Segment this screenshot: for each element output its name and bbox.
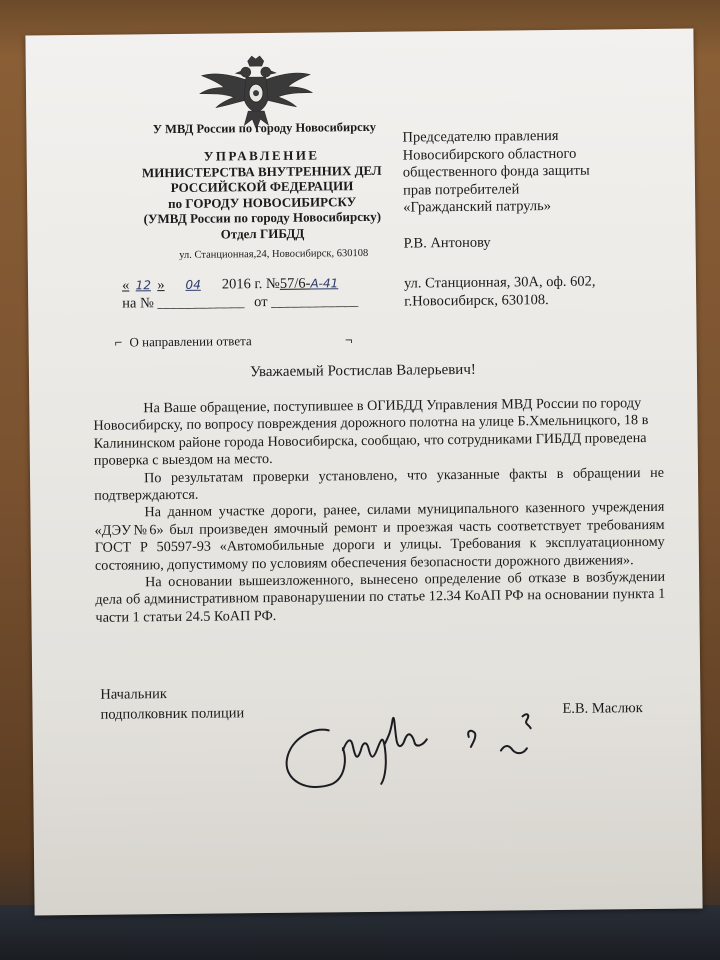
body-paragraph: На Ваше обращение, поступившее в ОГИБДД Управления МВД России по городу Новосибирску, по вопросу повреждения дорожного полотна на улице Б.Хмельницкого, 18 в Калининском районе города Новосибирска, сообщаю, что сотрудниками ГИБДД проведена проверка с выездом на место. <box>93 395 649 470</box>
document-number-handwritten: А-41 <box>310 276 339 291</box>
reply-date-blank: ____________ <box>271 293 359 310</box>
organization-name <box>107 146 418 243</box>
recipient-address-line: ул. Станционная, 30А, оф. 602, <box>403 273 596 292</box>
recipient-address-line: г.Новосибирск, 630108. <box>404 291 549 310</box>
recipient-line: «Гражданский патруль» <box>403 198 552 216</box>
recipient-line: Новосибирского областного <box>402 145 577 164</box>
document-date-number <box>122 275 338 294</box>
handwritten-signature <box>272 658 533 801</box>
body-paragraph: По результатам проверки установлено, что указанные факты в обращении не подтверждаются. <box>94 464 665 504</box>
date-day: 12 <box>135 278 151 293</box>
org-line: по ГОРОДУ НОВОСИБИРСКУ <box>168 193 357 211</box>
reply-number-label: на № <box>122 295 154 312</box>
signatory-position: Начальник <box>100 686 168 703</box>
org-line: (УМВД России по городу Новосибирску) <box>143 209 382 227</box>
date-year: 2016 г. <box>221 276 263 293</box>
org-line: УПРАВЛЕНИЕ <box>203 147 320 164</box>
subject-bracket-right: ¬ <box>344 332 353 348</box>
body-paragraph: На данном участке дороги, ранее, силами муниципального казенного учреждения «ДЭУ№6» был произведен ямочный ремонт и проезжая часть соответствует требованиям ГОСТ Р 50597-93 «Автомобильные дороги и улицы. Требования к эксплуатационному состоянию, допустимому по условиям обеспечения безопасности дорожного движения». <box>94 499 665 574</box>
recipient-name: Р.В. Антонову <box>403 234 491 252</box>
reply-number-blank: ____________ <box>157 294 245 312</box>
reply-reference <box>122 293 358 312</box>
recipient-line: общественного фонда защиты <box>402 162 590 181</box>
signatory-rank: подполковник полиции <box>100 705 245 723</box>
date-month: 04 <box>185 277 201 292</box>
subject-text: О направлении ответа <box>129 333 252 350</box>
subject-line <box>115 332 353 350</box>
quote-close: » <box>157 277 165 294</box>
sender-address: ул. Станционная,24, Новосибирск, 630108 <box>179 247 369 261</box>
signatory-name: Е.В. Маслюк <box>562 700 643 717</box>
letter-page <box>25 29 702 916</box>
quote-open: « <box>121 277 130 294</box>
letterhead-top-line: У МВД России по городу Новосибирску <box>152 119 377 137</box>
recipient-block <box>402 128 590 217</box>
recipient-line: прав потребителей <box>402 180 520 199</box>
org-line: Отдел ГИБДД <box>220 225 305 242</box>
recipient-line: Председателю правления <box>402 127 559 146</box>
signatory-title <box>100 683 244 725</box>
greeting: Уважаемый Ростислав Валерьевич! <box>249 361 476 381</box>
document-number: 57/6- <box>279 275 311 292</box>
subject-bracket-left: ⌐ <box>114 334 123 350</box>
letter-body <box>93 395 665 627</box>
org-line: РОССИЙСКОЙ ФЕДЕРАЦИИ <box>170 178 354 196</box>
org-line: МИНИСТЕРСТВА ВНУТРЕННИХ ДЕЛ <box>141 162 382 180</box>
body-paragraph: На основании вышеизложенного, вынесено определение об отказе в возбуждении дела об административном правонарушении по статье 12.34 КоАП РФ на основании пункта 1 части 1 статьи 24.5 КоАП РФ. <box>95 568 666 626</box>
number-label: № <box>265 275 280 293</box>
reply-from-label: от <box>254 294 268 311</box>
recipient-address <box>404 274 596 311</box>
